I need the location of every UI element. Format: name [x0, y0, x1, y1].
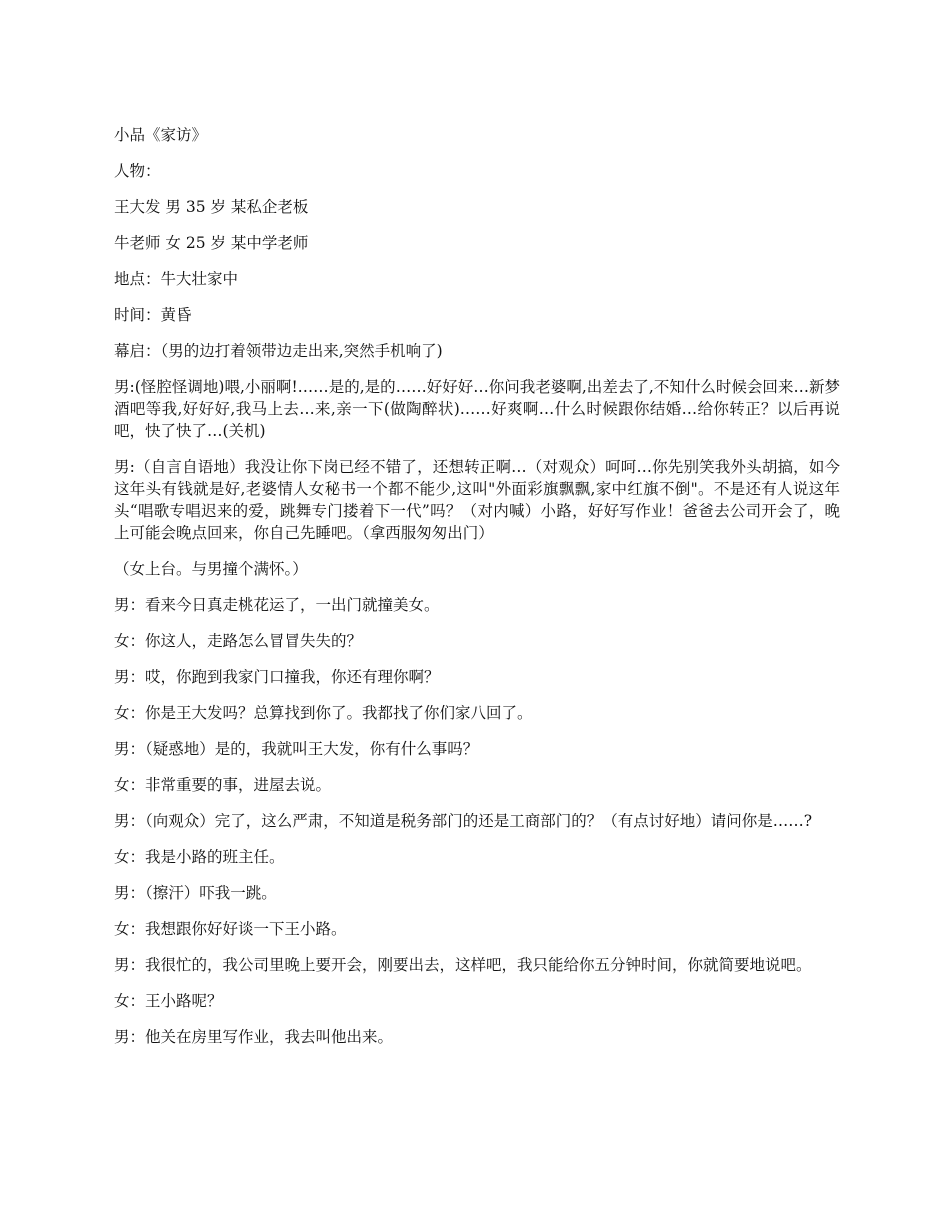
- stage-direction: （女上台。与男撞个满怀。）: [114, 560, 308, 578]
- dialogue-line: 男：哎，你跑到我家门口撞我，你还有理你啊？: [114, 668, 440, 686]
- dialogue-line: 女：你这人，走路怎么冒冒失失的？: [114, 632, 363, 650]
- dialogue-line: 男:(怪腔怪调地)喂,小丽啊!……是的,是的……好好好…你问我老婆啊,出差去了,不知什么时候会回来…新梦酒吧等我,好好好,我马上去…来,亲一下(做陶醉状)……好爽啊…什么时候跟你结婚…给你转正？以后再说吧，快了快了…(关机): [114, 378, 840, 440]
- document-page: [114, 124, 840, 1062]
- dialogue-line: 男：（擦汗）吓我一跳。: [114, 884, 277, 902]
- dialogue-line: 男：（疑惑地）是的，我就叫王大发，你有什么事吗？: [114, 740, 479, 758]
- location-line: 地点：牛大壮家中: [114, 270, 239, 288]
- time-line: 时间：黄昏: [114, 306, 192, 324]
- dialogue-line: 男：（向观众）完了，这么严肃，不知道是税务部门的还是工商部门的？（有点讨好地）请问你是……?: [114, 812, 813, 830]
- dialogue-line: 女：王小路呢？: [114, 992, 223, 1010]
- character-line: 牛老师 女 25 岁 某中学老师: [114, 234, 309, 252]
- dialogue-line: 男：他关在房里写作业，我去叫他出来。: [114, 1028, 394, 1046]
- dialogue-line: 男：看来今日真走桃花运了，一出门就撞美女。: [114, 596, 440, 614]
- character-line: 王大发 男 35 岁 某私企老板: [114, 198, 309, 216]
- dialogue-line: 女：非常重要的事，进屋去说。: [114, 776, 332, 794]
- script-title: 小品《家访》: [114, 126, 208, 144]
- characters-heading: 人物：: [114, 162, 161, 180]
- dialogue-line: 男：我很忙的，我公司里晚上要开会，刚要出去，这样吧，我只能给你五分钟时间，你就简要地说吧。: [114, 956, 812, 974]
- dialogue-line: 男:（自言自语地）我没让你下岗已经不错了，还想转正啊…（对观众）呵呵…你先别笑我外头胡搞，如今这年头有钱就是好,老婆情人女秘书一个都不能少,这叫"外面彩旗飘飘,家中红旗不倒"。不是还有人说这年头“唱歌专唱迟来的爱，跳舞专门搂着下一代”吗？（对内喊）小路，好好写作业！爸爸去公司开会了，晚上可能会晚点回来，你自己先睡吧。（拿西服匆匆出门）: [114, 458, 840, 542]
- dialogue-line: 女：我想跟你好好谈一下王小路。: [114, 920, 347, 938]
- stage-direction: 幕启：（男的边打着领带边走出来,突然手机响了): [114, 342, 443, 360]
- dialogue-line: 女：我是小路的班主任。: [114, 848, 285, 866]
- dialogue-line: 女：你是王大发吗？总算找到你了。我都找了你们家八回了。: [114, 704, 533, 722]
